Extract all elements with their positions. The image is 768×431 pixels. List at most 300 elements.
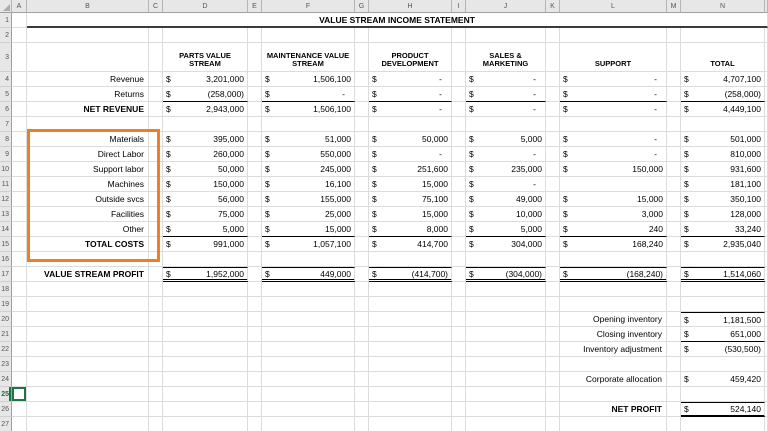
cell-J23[interactable] [466, 357, 546, 372]
cell-K13[interactable] [546, 207, 560, 222]
cell-F7[interactable] [262, 117, 355, 132]
cell-J11[interactable] [466, 177, 546, 192]
row-header-8[interactable] [0, 132, 12, 147]
cell-C21[interactable] [149, 327, 163, 342]
cell-G27[interactable] [355, 417, 369, 431]
cell-D3[interactable] [163, 43, 248, 72]
cell-I11[interactable] [452, 177, 466, 192]
cell-B11[interactable] [27, 177, 149, 192]
cell-M18[interactable] [667, 282, 681, 297]
cell-H4[interactable] [369, 72, 452, 87]
cell-E23[interactable] [248, 357, 262, 372]
cell-M24[interactable] [667, 372, 681, 387]
cell-N20[interactable] [681, 312, 765, 327]
col-header-G[interactable] [355, 0, 369, 13]
cell-H24[interactable] [369, 372, 452, 387]
cell-F19[interactable] [262, 297, 355, 312]
cell-G7[interactable] [355, 117, 369, 132]
cell-M22[interactable] [667, 342, 681, 357]
row-header-9[interactable] [0, 147, 12, 162]
cell-F17[interactable] [262, 267, 355, 282]
cell-J8[interactable] [466, 132, 546, 147]
cell-J19[interactable] [466, 297, 546, 312]
col-header-M[interactable] [667, 0, 681, 13]
cell-D19[interactable] [163, 297, 248, 312]
cell-D2[interactable] [163, 28, 248, 43]
cell-A3[interactable] [12, 43, 27, 72]
cell-D15[interactable] [163, 237, 248, 252]
cell-M4[interactable] [667, 72, 681, 87]
cell-A20[interactable] [12, 312, 27, 327]
row-header-16[interactable] [0, 252, 12, 267]
cell-D17[interactable] [163, 267, 248, 282]
cell-N4[interactable] [681, 72, 765, 87]
cell-B12[interactable] [27, 192, 149, 207]
cell-D20[interactable] [163, 312, 248, 327]
cell-F11[interactable] [262, 177, 355, 192]
cell-K18[interactable] [546, 282, 560, 297]
cell-H22[interactable] [369, 342, 452, 357]
cell-E27[interactable] [248, 417, 262, 431]
cell-H26[interactable] [369, 402, 452, 417]
cell-C10[interactable] [149, 162, 163, 177]
cell-K2[interactable] [546, 28, 560, 43]
cell-C20[interactable] [149, 312, 163, 327]
cell-D22[interactable] [163, 342, 248, 357]
cell-C9[interactable] [149, 147, 163, 162]
cell-J5[interactable] [466, 87, 546, 102]
cell-H15[interactable] [369, 237, 452, 252]
cell-H2[interactable] [369, 28, 452, 43]
cell-A26[interactable] [12, 402, 27, 417]
cell-L15[interactable] [560, 237, 667, 252]
cell-I12[interactable] [452, 192, 466, 207]
cell-D4[interactable] [163, 72, 248, 87]
cell-A22[interactable] [12, 342, 27, 357]
row-header-26[interactable] [0, 402, 12, 417]
cell-M2[interactable] [667, 28, 681, 43]
cell-M27[interactable] [667, 417, 681, 431]
cell-K25[interactable] [546, 387, 560, 402]
cell-C25[interactable] [149, 387, 163, 402]
cell-C6[interactable] [149, 102, 163, 117]
cell-E2[interactable] [248, 28, 262, 43]
cell-G6[interactable] [355, 102, 369, 117]
cell-C3[interactable] [149, 43, 163, 72]
cell-I9[interactable] [452, 147, 466, 162]
cell-N15[interactable] [681, 237, 765, 252]
cell-E20[interactable] [248, 312, 262, 327]
cell-G23[interactable] [355, 357, 369, 372]
cell-C13[interactable] [149, 207, 163, 222]
cell-F22[interactable] [262, 342, 355, 357]
cell-N13[interactable] [681, 207, 765, 222]
cell-G21[interactable] [355, 327, 369, 342]
row-header-19[interactable] [0, 297, 12, 312]
cell-M20[interactable] [667, 312, 681, 327]
cell-I15[interactable] [452, 237, 466, 252]
cell-E10[interactable] [248, 162, 262, 177]
cell-A23[interactable] [12, 357, 27, 372]
col-header-H[interactable] [369, 0, 452, 13]
cell-L8[interactable] [560, 132, 667, 147]
cell-A7[interactable] [12, 117, 27, 132]
cell-M21[interactable] [667, 327, 681, 342]
cell-D23[interactable] [163, 357, 248, 372]
col-header-I[interactable] [452, 0, 466, 13]
cell-M12[interactable] [667, 192, 681, 207]
cell-D14[interactable] [163, 222, 248, 237]
cell-J9[interactable] [466, 147, 546, 162]
row-header-13[interactable] [0, 207, 12, 222]
cell-B6[interactable] [27, 102, 149, 117]
cell-H27[interactable] [369, 417, 452, 431]
cell-I19[interactable] [452, 297, 466, 312]
cell-D5[interactable] [163, 87, 248, 102]
col-header-F[interactable] [262, 0, 355, 13]
cell-I25[interactable] [452, 387, 466, 402]
cell-E17[interactable] [248, 267, 262, 282]
cell-H19[interactable] [369, 297, 452, 312]
cell-B20[interactable] [27, 312, 149, 327]
cell-B8[interactable] [27, 132, 149, 147]
cell-I7[interactable] [452, 117, 466, 132]
cell-A16[interactable] [12, 252, 27, 267]
cell-G16[interactable] [355, 252, 369, 267]
cell-I14[interactable] [452, 222, 466, 237]
row-header-23[interactable] [0, 357, 12, 372]
cell-K21[interactable] [546, 327, 560, 342]
cell-N14[interactable] [681, 222, 765, 237]
cell-K16[interactable] [546, 252, 560, 267]
cell-J15[interactable] [466, 237, 546, 252]
cell-I26[interactable] [452, 402, 466, 417]
cell-L13[interactable] [560, 207, 667, 222]
cell-E12[interactable] [248, 192, 262, 207]
cell-L18[interactable] [560, 282, 667, 297]
cell-K24[interactable] [546, 372, 560, 387]
cell-F26[interactable] [262, 402, 355, 417]
cell-D21[interactable] [163, 327, 248, 342]
cell-K26[interactable] [546, 402, 560, 417]
cell-C12[interactable] [149, 192, 163, 207]
cell-N23[interactable] [681, 357, 765, 372]
cell-B17[interactable] [27, 267, 149, 282]
col-header-B[interactable] [27, 0, 149, 13]
cell-B26[interactable] [27, 402, 149, 417]
cell-K27[interactable] [546, 417, 560, 431]
cell-D9[interactable] [163, 147, 248, 162]
cell-E16[interactable] [248, 252, 262, 267]
cell-G22[interactable] [355, 342, 369, 357]
row-header-22[interactable] [0, 342, 12, 357]
cell-I18[interactable] [452, 282, 466, 297]
row-header-2[interactable] [0, 28, 12, 43]
cell-M19[interactable] [667, 297, 681, 312]
row-header-24[interactable] [0, 372, 12, 387]
row-header-18[interactable] [0, 282, 12, 297]
cell-L25[interactable] [560, 387, 667, 402]
cell-E14[interactable] [248, 222, 262, 237]
cell-G3[interactable] [355, 43, 369, 72]
cell-M14[interactable] [667, 222, 681, 237]
cell-A9[interactable] [12, 147, 27, 162]
cell-G19[interactable] [355, 297, 369, 312]
cell-D10[interactable] [163, 162, 248, 177]
cell-L27[interactable] [560, 417, 667, 431]
cell-C19[interactable] [149, 297, 163, 312]
cell-J25[interactable] [466, 387, 546, 402]
cell-F12[interactable] [262, 192, 355, 207]
cell-J27[interactable] [466, 417, 546, 431]
cell-M17[interactable] [667, 267, 681, 282]
cell-I27[interactable] [452, 417, 466, 431]
cell-C15[interactable] [149, 237, 163, 252]
cell-E22[interactable] [248, 342, 262, 357]
cell-J21[interactable] [466, 327, 546, 342]
cell-A14[interactable] [12, 222, 27, 237]
cell-L24[interactable] [560, 372, 667, 387]
cell-B23[interactable] [27, 357, 149, 372]
cell-M9[interactable] [667, 147, 681, 162]
cell-K5[interactable] [546, 87, 560, 102]
cell-A18[interactable] [12, 282, 27, 297]
cell-H7[interactable] [369, 117, 452, 132]
cell-G15[interactable] [355, 237, 369, 252]
cell-H13[interactable] [369, 207, 452, 222]
cell-G17[interactable] [355, 267, 369, 282]
cell-H10[interactable] [369, 162, 452, 177]
cell-L2[interactable] [560, 28, 667, 43]
cell-L4[interactable] [560, 72, 667, 87]
cell-L26[interactable] [560, 402, 667, 417]
cell-B13[interactable] [27, 207, 149, 222]
row-header-1[interactable] [0, 13, 12, 28]
cell-J14[interactable] [466, 222, 546, 237]
cell-A11[interactable] [12, 177, 27, 192]
cell-C7[interactable] [149, 117, 163, 132]
cell-G26[interactable] [355, 402, 369, 417]
cell-A5[interactable] [12, 87, 27, 102]
cell-B7[interactable] [27, 117, 149, 132]
cell-B9[interactable] [27, 147, 149, 162]
cell-J16[interactable] [466, 252, 546, 267]
cell-L14[interactable] [560, 222, 667, 237]
cell-F2[interactable] [262, 28, 355, 43]
row-header-27[interactable] [0, 417, 12, 431]
cell-J6[interactable] [466, 102, 546, 117]
cell-H20[interactable] [369, 312, 452, 327]
cell-F3[interactable] [262, 43, 355, 72]
cell-M16[interactable] [667, 252, 681, 267]
cell-N12[interactable] [681, 192, 765, 207]
cell-L19[interactable] [560, 297, 667, 312]
col-header-C[interactable] [149, 0, 163, 13]
row-header-3[interactable] [0, 43, 12, 72]
cell-I8[interactable] [452, 132, 466, 147]
row-header-17[interactable] [0, 267, 12, 282]
cell-A27[interactable] [12, 417, 27, 431]
cell-J3[interactable] [466, 43, 546, 72]
row-header-10[interactable] [0, 162, 12, 177]
cell-K7[interactable] [546, 117, 560, 132]
cell-N17[interactable] [681, 267, 765, 282]
cell-G9[interactable] [355, 147, 369, 162]
cell-G25[interactable] [355, 387, 369, 402]
cell-J22[interactable] [466, 342, 546, 357]
cell-B19[interactable] [27, 297, 149, 312]
cell-M25[interactable] [667, 387, 681, 402]
cell-K8[interactable] [546, 132, 560, 147]
cell-I24[interactable] [452, 372, 466, 387]
cell-L11[interactable] [560, 177, 667, 192]
cell-L6[interactable] [560, 102, 667, 117]
cell-I17[interactable] [452, 267, 466, 282]
cell-G2[interactable] [355, 28, 369, 43]
cell-J24[interactable] [466, 372, 546, 387]
cell-M8[interactable] [667, 132, 681, 147]
cell-N3[interactable] [681, 43, 765, 72]
cell-N25[interactable] [681, 387, 765, 402]
row-header-5[interactable] [0, 87, 12, 102]
cell-K20[interactable] [546, 312, 560, 327]
cell-E15[interactable] [248, 237, 262, 252]
cell-G13[interactable] [355, 207, 369, 222]
cell-E18[interactable] [248, 282, 262, 297]
col-header-L[interactable] [560, 0, 667, 13]
cell-B22[interactable] [27, 342, 149, 357]
cell-E13[interactable] [248, 207, 262, 222]
cell-K10[interactable] [546, 162, 560, 177]
cell-D26[interactable] [163, 402, 248, 417]
cell-N27[interactable] [681, 417, 765, 431]
cell-N16[interactable] [681, 252, 765, 267]
cell-E4[interactable] [248, 72, 262, 87]
cell-L10[interactable] [560, 162, 667, 177]
cell-C27[interactable] [149, 417, 163, 431]
cell-K12[interactable] [546, 192, 560, 207]
cell-E8[interactable] [248, 132, 262, 147]
cell-E11[interactable] [248, 177, 262, 192]
cell-A10[interactable] [12, 162, 27, 177]
cell-H9[interactable] [369, 147, 452, 162]
cell-M10[interactable] [667, 162, 681, 177]
cell-F9[interactable] [262, 147, 355, 162]
cell-G18[interactable] [355, 282, 369, 297]
cell-K3[interactable] [546, 43, 560, 72]
cell-K22[interactable] [546, 342, 560, 357]
row-header-12[interactable] [0, 192, 12, 207]
col-header-E[interactable] [248, 0, 262, 13]
cell-K11[interactable] [546, 177, 560, 192]
cell-G12[interactable] [355, 192, 369, 207]
cell-N9[interactable] [681, 147, 765, 162]
cell-I13[interactable] [452, 207, 466, 222]
cell-L12[interactable] [560, 192, 667, 207]
cell-F4[interactable] [262, 72, 355, 87]
cell-N5[interactable] [681, 87, 765, 102]
cell-J4[interactable] [466, 72, 546, 87]
cell-K4[interactable] [546, 72, 560, 87]
cell-H21[interactable] [369, 327, 452, 342]
cell-B25[interactable] [27, 387, 149, 402]
row-header-6[interactable] [0, 102, 12, 117]
row-header-20[interactable] [0, 312, 12, 327]
select-all-corner[interactable] [0, 0, 12, 13]
cell-I21[interactable] [452, 327, 466, 342]
cell-H25[interactable] [369, 387, 452, 402]
cell-C24[interactable] [149, 372, 163, 387]
cell-E19[interactable] [248, 297, 262, 312]
cell-I5[interactable] [452, 87, 466, 102]
cell-D7[interactable] [163, 117, 248, 132]
cell-M23[interactable] [667, 357, 681, 372]
cell-I3[interactable] [452, 43, 466, 72]
cell-N7[interactable] [681, 117, 765, 132]
row-header-11[interactable] [0, 177, 12, 192]
cell-I22[interactable] [452, 342, 466, 357]
cell-D8[interactable] [163, 132, 248, 147]
cell-D24[interactable] [163, 372, 248, 387]
cell-H17[interactable] [369, 267, 452, 282]
cell-B18[interactable] [27, 282, 149, 297]
cell-J12[interactable] [466, 192, 546, 207]
cell-J2[interactable] [466, 28, 546, 43]
cell-I10[interactable] [452, 162, 466, 177]
cell-L23[interactable] [560, 357, 667, 372]
cell-F25[interactable] [262, 387, 355, 402]
cell-N10[interactable] [681, 162, 765, 177]
cell-A13[interactable] [12, 207, 27, 222]
cell-C22[interactable] [149, 342, 163, 357]
cell-A17[interactable] [12, 267, 27, 282]
cell-L21[interactable] [560, 327, 667, 342]
cell-A25[interactable] [12, 387, 27, 402]
cell-E5[interactable] [248, 87, 262, 102]
cell-E7[interactable] [248, 117, 262, 132]
cell-D18[interactable] [163, 282, 248, 297]
cell-C8[interactable] [149, 132, 163, 147]
cell-H14[interactable] [369, 222, 452, 237]
cell-H3[interactable] [369, 43, 452, 72]
cell-D13[interactable] [163, 207, 248, 222]
cell-A12[interactable] [12, 192, 27, 207]
cell-B21[interactable] [27, 327, 149, 342]
cell-E9[interactable] [248, 147, 262, 162]
cell-M3[interactable] [667, 43, 681, 72]
row-header-14[interactable] [0, 222, 12, 237]
cell-I16[interactable] [452, 252, 466, 267]
cell-C11[interactable] [149, 177, 163, 192]
cell-H11[interactable] [369, 177, 452, 192]
cell-N26[interactable] [681, 402, 765, 417]
cell-N11[interactable] [681, 177, 765, 192]
cell-F23[interactable] [262, 357, 355, 372]
cell-D25[interactable] [163, 387, 248, 402]
cell-N6[interactable] [681, 102, 765, 117]
cell-F21[interactable] [262, 327, 355, 342]
cell-J18[interactable] [466, 282, 546, 297]
cell-F13[interactable] [262, 207, 355, 222]
cell-A21[interactable] [12, 327, 27, 342]
cell-M7[interactable] [667, 117, 681, 132]
cell-M15[interactable] [667, 237, 681, 252]
cell-J26[interactable] [466, 402, 546, 417]
cell-F16[interactable] [262, 252, 355, 267]
row-header-25[interactable] [0, 387, 12, 402]
cell-E21[interactable] [248, 327, 262, 342]
cell-D12[interactable] [163, 192, 248, 207]
